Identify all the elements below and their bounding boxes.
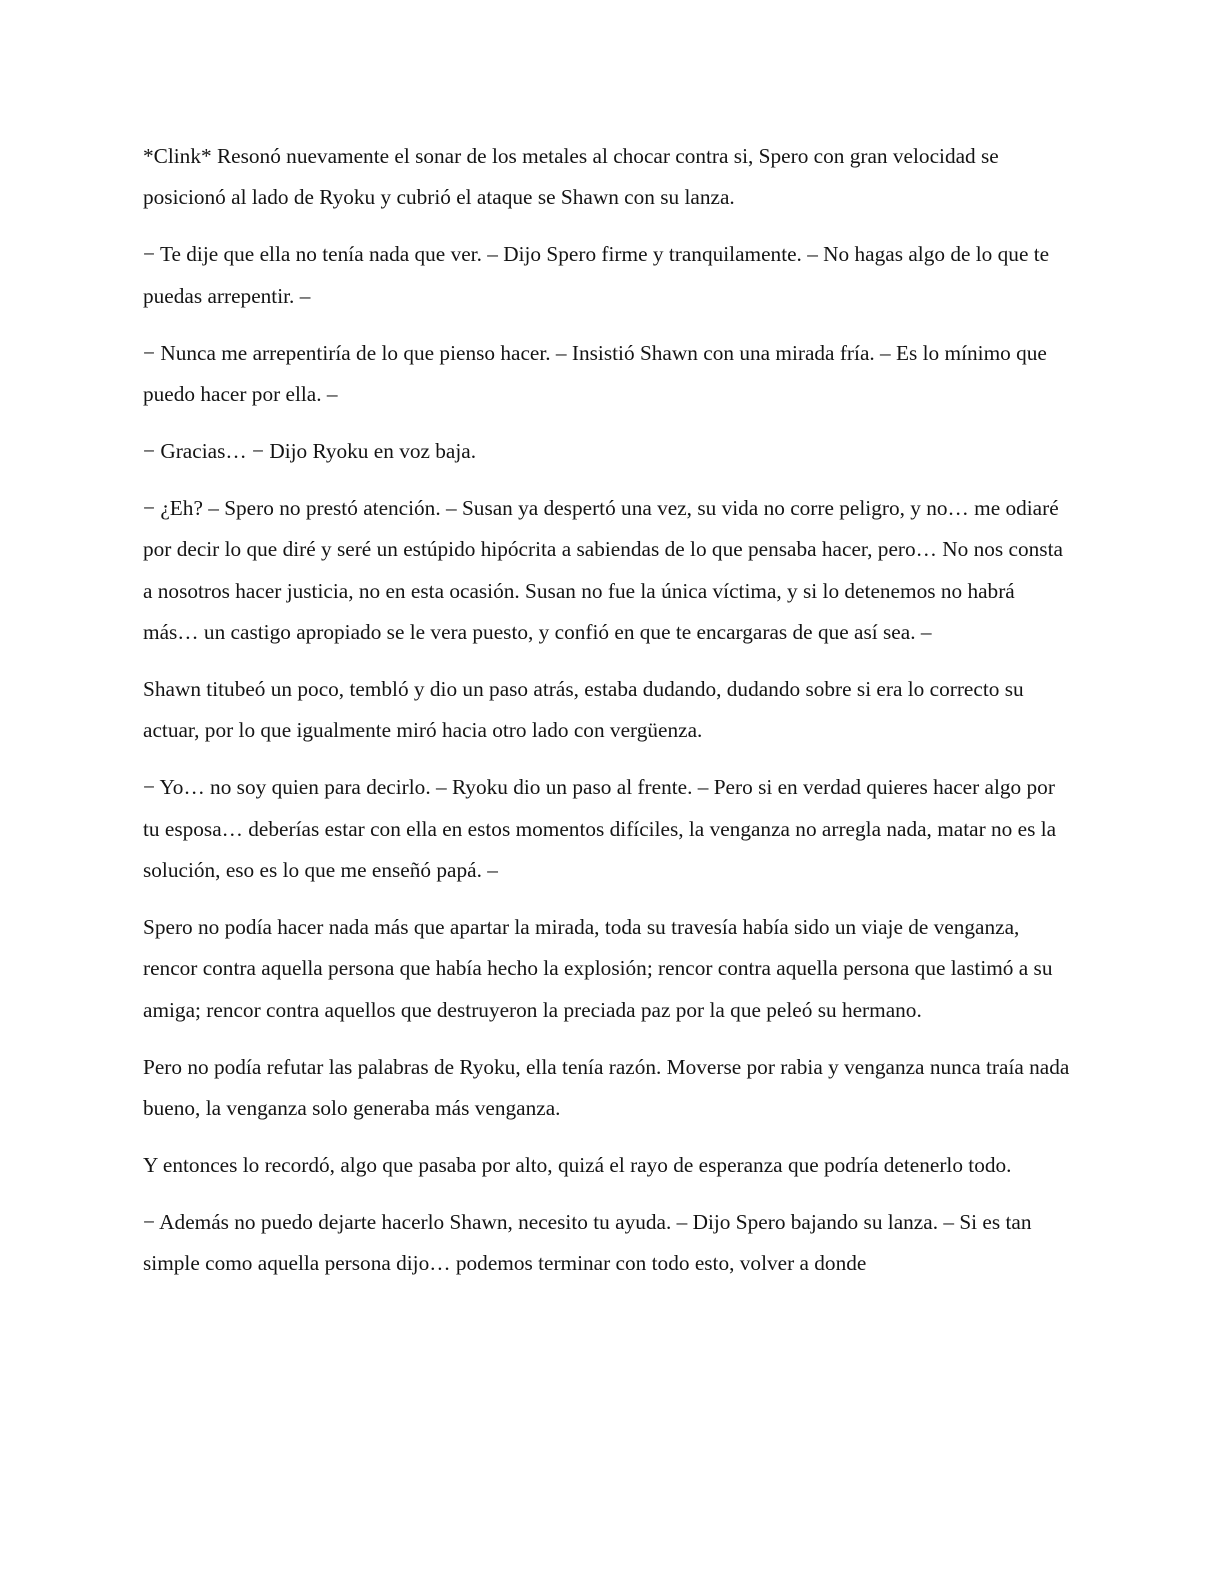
- paragraph-6: Shawn titubeó un poco, tembló y dio un paso atrás, estaba dudando, dudando sobre si era lo correcto su actuar, por lo que igualmente miró hacia otro lado con vergüenza.: [143, 676, 1024, 743]
- document-page: [143, 136, 1075, 1300]
- paragraph-3: − Nunca me arrepentiría de lo que pienso hacer. – Insistió Shawn con una mirada fría. – Es lo mínimo que puedo hacer por ella. –: [143, 340, 1047, 407]
- paragraph-11: − Además no puedo dejarte hacerlo Shawn, necesito tu ayuda. – Dijo Spero bajando su lanza. – Si es tan simple como aquella persona dijo… podemos terminar con todo esto, volver a donde: [143, 1209, 1032, 1276]
- paragraph-7: − Yo… no soy quien para decirlo. – Ryoku dio un paso al frente. – Pero si en verdad quieres hacer algo por tu esposa… deberías estar con ella en estos momentos difíciles, la venganza no arregla nada, matar no es la solución, eso es lo que me enseñó papá. –: [143, 775, 1057, 883]
- paragraph-8: Spero no podía hacer nada más que apartar la mirada, toda su travesía había sido un viaje de venganza, rencor contra aquella persona que había hecho la explosión; rencor contra aquella persona que lastimó a su amiga; rencor contra aquellos que destruyeron la preciada paz por la que peleó su hermano.: [143, 915, 1053, 1022]
- paragraph-9: Pero no podía refutar las palabras de Ryoku, ella tenía razón. Moverse por rabia y venganza nunca traía nada bueno, la venganza solo generaba más venganza.: [143, 1054, 1070, 1121]
- paragraph-10: Y entonces lo recordó, algo que pasaba por alto, quizá el rayo de esperanza que podría detenerlo todo.: [143, 1153, 1012, 1178]
- paragraph-1: *Clink* Resonó nuevamente el sonar de los metales al chocar contra si, Spero con gran velocidad se posicionó al lado de Ryoku y cubrió el ataque se Shawn con su lanza.: [143, 144, 999, 210]
- paragraph-4: − Gracias… − Dijo Ryoku en voz baja.: [143, 438, 477, 463]
- paragraph-2: − Te dije que ella no tenía nada que ver. – Dijo Spero firme y tranquilamente. – No hagas algo de lo que te puedas arrepentir. –: [143, 242, 1050, 308]
- paragraph-5: − ¿Eh? – Spero no prestó atención. – Susan ya despertó una vez, su vida no corre peligro, y no… me odiaré por decir lo que diré y seré un estúpido hipócrita a sabiendas de lo que pensaba hacer, pero… No nos consta a nosotros hacer justicia, no en esta ocasión. Susan no fue la única víctima, y si lo detenemos no habrá más… un castigo apropiado se le vera puesto, y confió en que te encargaras de que así sea. –: [143, 495, 1063, 645]
